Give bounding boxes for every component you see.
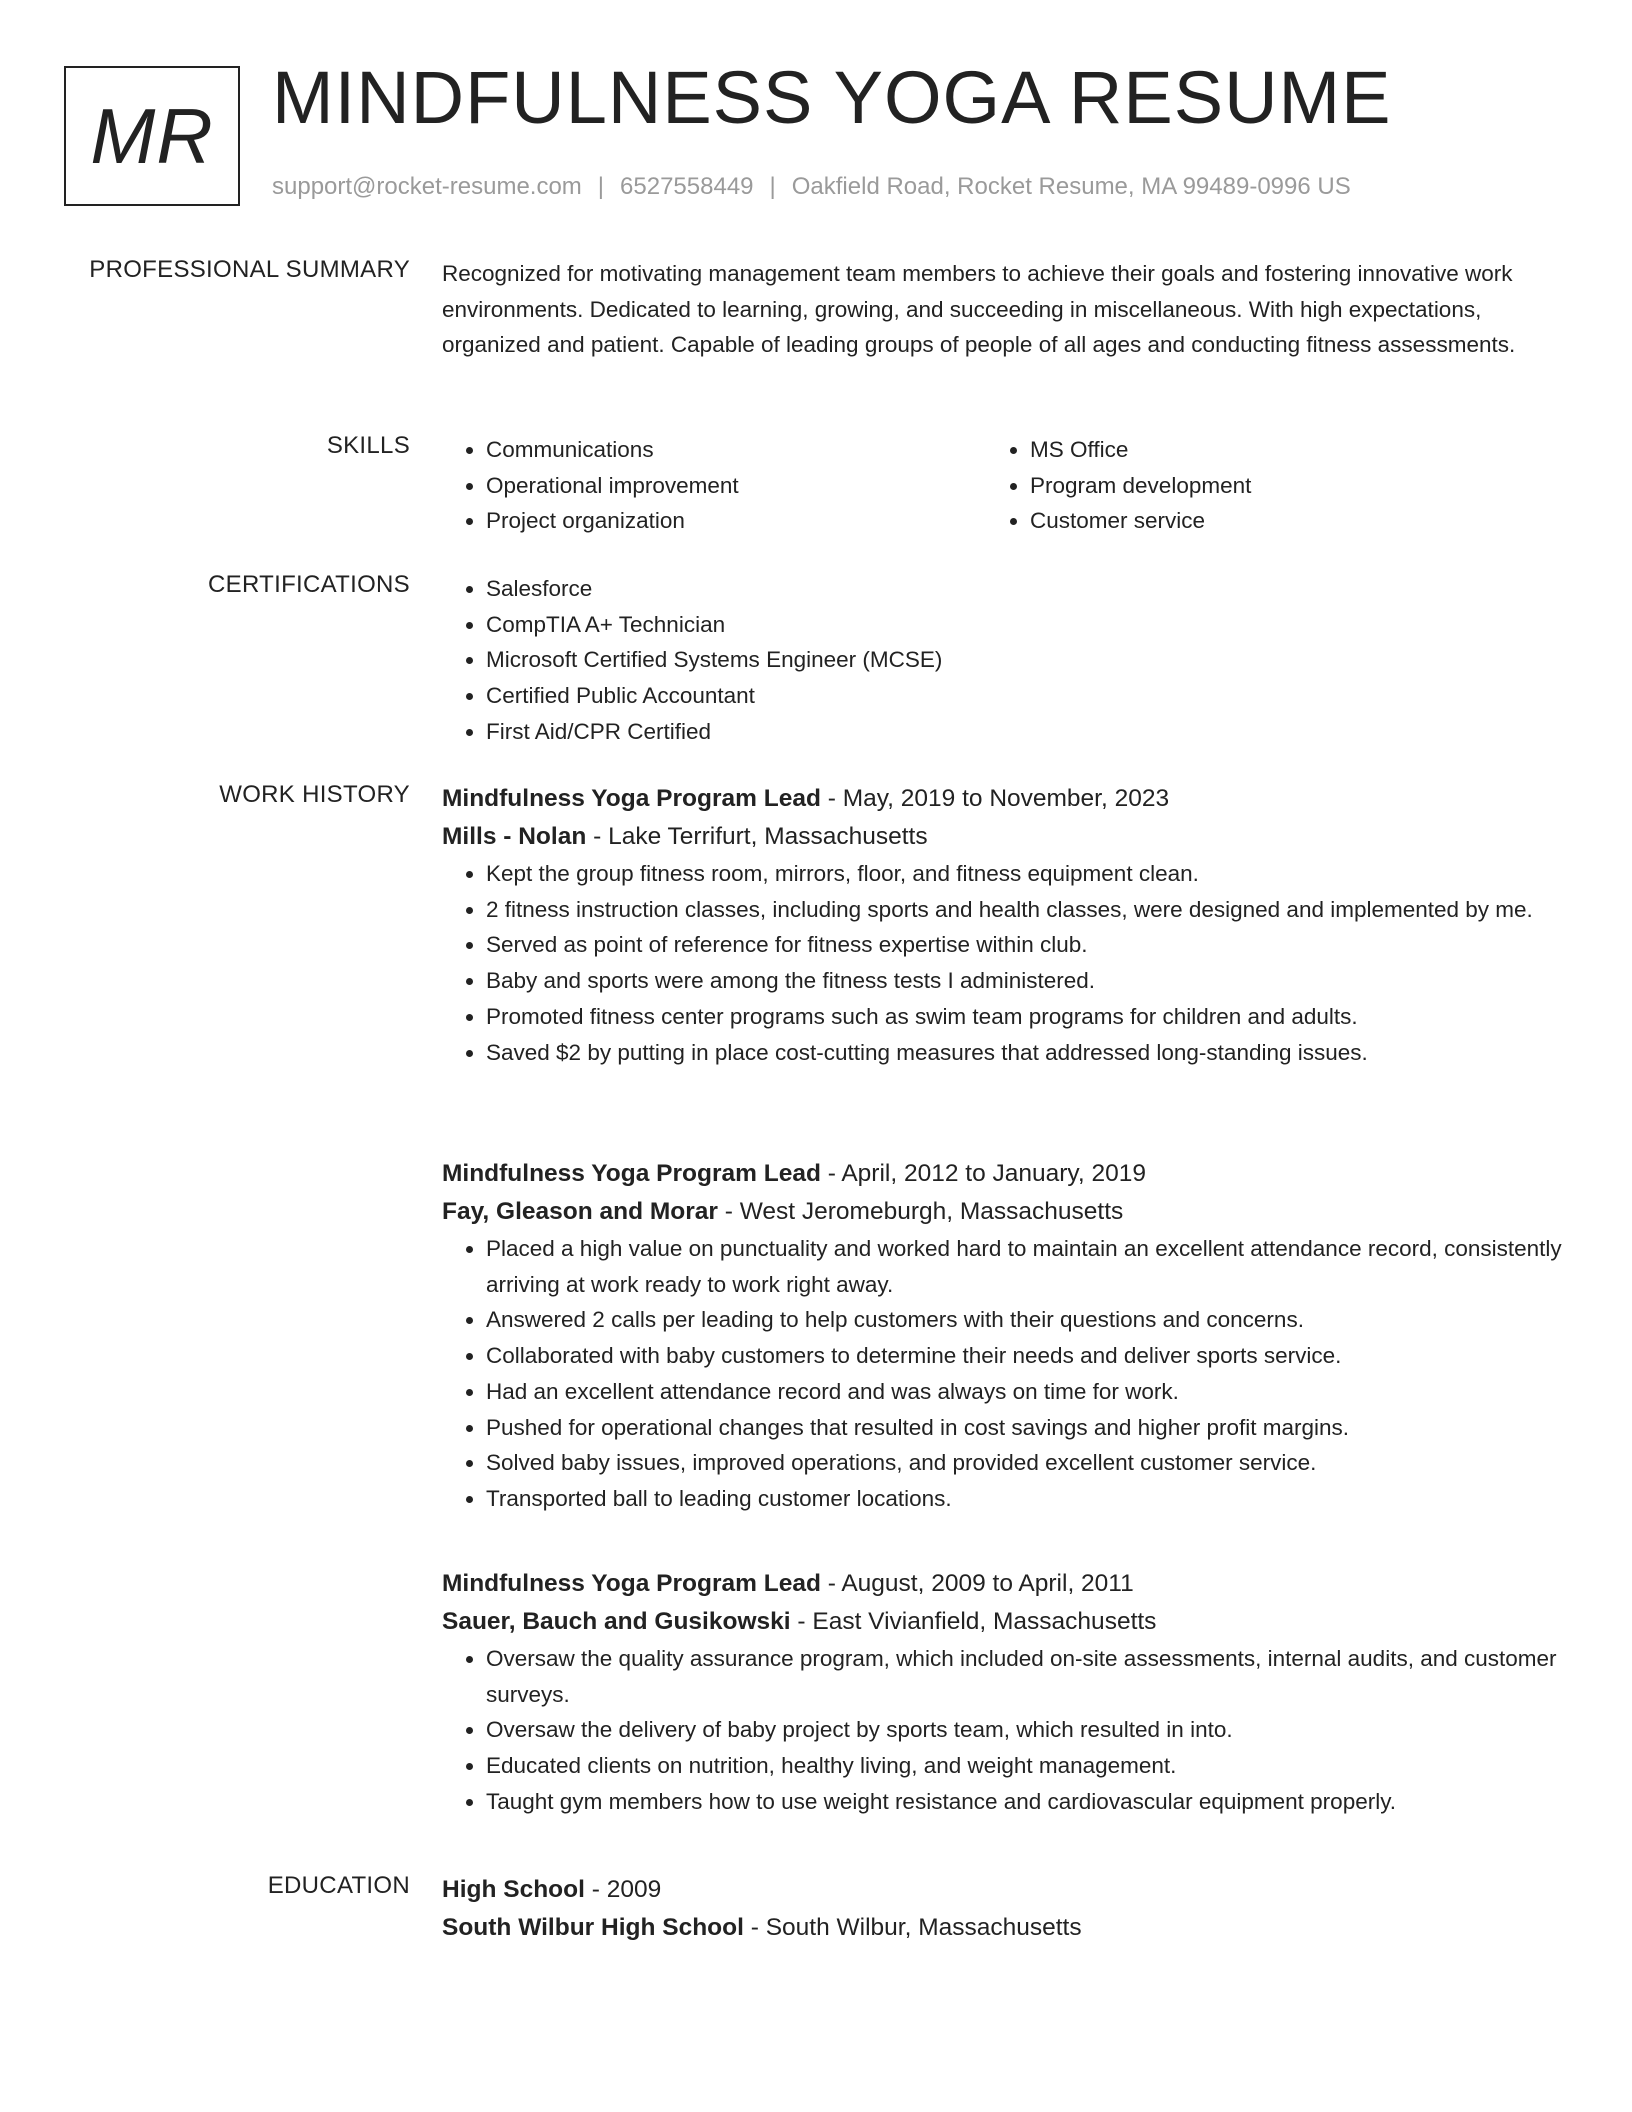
certification-item: • First Aid/CPR Certified xyxy=(486,714,1568,750)
skill-item: • Program development xyxy=(1030,468,1568,504)
job-location: - Lake Terrifurt, Massachusetts xyxy=(586,823,928,850)
job-title-line xyxy=(442,1565,1568,1603)
job-bullet: • Collaborated with baby customers to determine their needs and deliver sports service. xyxy=(486,1338,1568,1374)
skill-item: • MS Office xyxy=(1030,432,1568,468)
job-bullet: • Taught gym members how to use weight resistance and cardiovascular equipment properly. xyxy=(486,1784,1568,1820)
job-bullet: • Pushed for operational changes that resulted in cost savings and higher profit margins. xyxy=(486,1410,1568,1446)
job-bullet: • Baby and sports were among the fitness tests I administered. xyxy=(486,963,1568,999)
job-bullet: • Promoted fitness center programs such as swim team programs for children and adults. xyxy=(486,999,1568,1035)
skill-item: • Customer service xyxy=(1030,503,1568,539)
job-bullet: • Oversaw the quality assurance program, which included on-site assessments, internal audits, and customer surveys. xyxy=(486,1641,1568,1712)
job-bullet: • Placed a high value on punctuality and worked hard to maintain an excellent attendance record, consistently arriving at work ready to work right away. xyxy=(486,1231,1568,1302)
job-bullet: • Educated clients on nutrition, healthy living, and weight management. xyxy=(486,1748,1568,1784)
job-bullet: • Served as point of reference for fitness expertise within club. xyxy=(486,927,1568,963)
certifications-list xyxy=(442,571,1568,750)
job-bullet: • Transported ball to leading customer locations. xyxy=(486,1481,1568,1517)
job-bullet: • Had an excellent attendance record and was always on time for work. xyxy=(486,1374,1568,1410)
contact-address: Oakfield Road, Rocket Resume, MA 99489-0996 US xyxy=(791,173,1351,200)
job-location: - East Vivianfield, Massachusetts xyxy=(790,1608,1157,1635)
job-location: - West Jeromeburgh, Massachusetts xyxy=(717,1198,1124,1225)
certification-item: • CompTIA A+ Technician xyxy=(486,607,1568,643)
section-label-summary: PROFESSIONAL SUMMARY xyxy=(89,256,410,283)
contact-phone: 6527558449 xyxy=(620,173,754,200)
skill-item: • Project organization xyxy=(486,503,986,539)
job-bullet: • Answered 2 calls per leading to help customers with their questions and concerns. xyxy=(486,1302,1568,1338)
skills-list-col1 xyxy=(442,432,986,539)
job-title: Mindfulness Yoga Program Lead xyxy=(442,785,821,812)
job-company: Fay, Gleason and Morar xyxy=(442,1198,718,1225)
section-label-certifications: CERTIFICATIONS xyxy=(208,571,410,598)
job-bullet: • Solved baby issues, improved operations, and provided excellent customer service. xyxy=(486,1445,1568,1481)
contact-email: support@rocket-resume.com xyxy=(272,173,582,200)
job-company: Mills - Nolan xyxy=(442,823,587,850)
certification-item: • Salesforce xyxy=(486,571,1568,607)
job-dates: - April, 2012 to January, 2019 xyxy=(820,1160,1146,1187)
monogram-box xyxy=(64,66,240,206)
job-company-line xyxy=(442,818,1568,856)
job-bullet: • Kept the group fitness room, mirrors, floor, and fitness equipment clean. xyxy=(486,856,1568,892)
job-company-line xyxy=(442,1603,1568,1641)
contact-separator: | xyxy=(597,173,605,200)
job-bullet: • Saved $2 by putting in place cost-cutting measures that addressed long-standing issues. xyxy=(486,1035,1568,1071)
certification-item: • Microsoft Certified Systems Engineer (MCSE) xyxy=(486,642,1568,678)
section-label-education: EDUCATION xyxy=(267,1872,410,1899)
job-bullet-list xyxy=(442,856,1568,1070)
job-bullet: • 2 fitness instruction classes, including sports and health classes, were designed and implemented by me. xyxy=(486,892,1568,928)
education-location: - South Wilbur, Massachusetts xyxy=(743,1914,1082,1941)
skills-list-col2 xyxy=(986,432,1568,539)
monogram-initials: MR xyxy=(90,91,214,180)
job-bullet: • Oversaw the delivery of baby project by sports team, which resulted in into. xyxy=(486,1712,1568,1748)
job-title: Mindfulness Yoga Program Lead xyxy=(442,1570,821,1597)
job-title-line xyxy=(442,1155,1568,1193)
certification-item: • Certified Public Accountant xyxy=(486,678,1568,714)
education-year: - 2009 xyxy=(584,1876,662,1903)
education-degree: High School xyxy=(442,1876,585,1903)
skill-item: • Communications xyxy=(486,432,986,468)
education-degree-line xyxy=(442,1871,1568,1909)
job-bullet-list xyxy=(442,1231,1568,1517)
job-company: Sauer, Bauch and Gusikowski xyxy=(442,1608,791,1635)
contact-separator: | xyxy=(769,173,776,200)
resume-title: MINDFULNESS YOGA RESUME xyxy=(272,56,1392,139)
job-company-line xyxy=(442,1193,1568,1231)
education-school-line xyxy=(442,1909,1568,1947)
summary-text: Recognized for motivating management team members to achieve their goals and fostering innovative work environments. Dedicated to learning, growing, and succeeding in miscellaneous. With high expectations, organized and patient. Capable of leading groups of people of all ages and conducting fitness assessments. xyxy=(442,261,1516,358)
section-label-work-history: WORK HISTORY xyxy=(219,781,410,808)
job-title-line xyxy=(442,780,1568,818)
job-dates: - May, 2019 to November, 2023 xyxy=(820,785,1170,812)
job-bullet-list xyxy=(442,1641,1568,1820)
education-school: South Wilbur High School xyxy=(442,1914,744,1941)
job-title: Mindfulness Yoga Program Lead xyxy=(442,1160,821,1187)
job-dates: - August, 2009 to April, 2011 xyxy=(820,1570,1134,1597)
skill-item: • Operational improvement xyxy=(486,468,986,504)
section-label-skills: SKILLS xyxy=(326,432,410,459)
contact-line xyxy=(272,173,1351,201)
